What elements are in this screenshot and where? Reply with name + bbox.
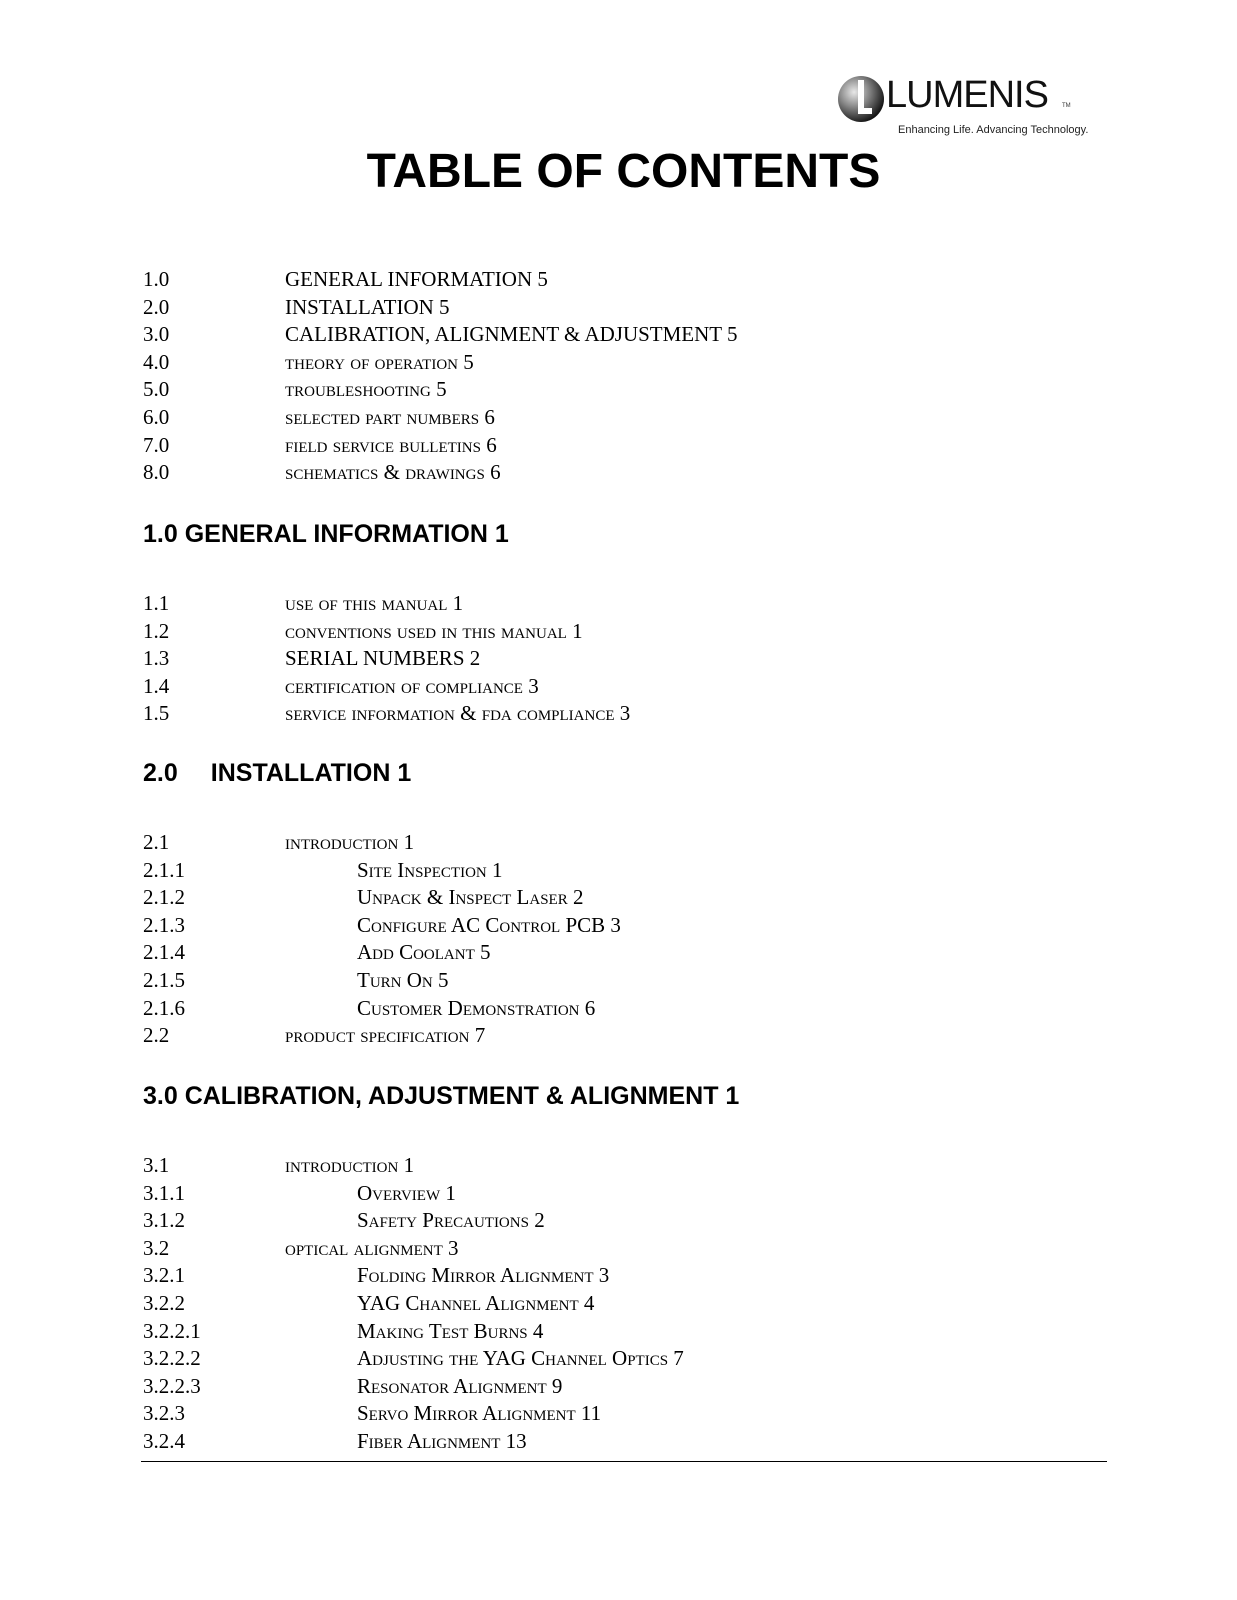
section-heading-title: INSTALLATION 1 xyxy=(210,759,412,787)
toc-title: optical alignment 3 xyxy=(285,1235,459,1260)
toc-title: field service bulletins 6 xyxy=(285,432,497,457)
toc-number: 3.1 xyxy=(143,1153,170,1177)
toc-title: Add Coolant 5 xyxy=(357,940,491,965)
toc-title: Overview 1 xyxy=(357,1180,456,1205)
toc-title: Resonator Alignment 9 xyxy=(357,1373,563,1398)
toc-title: Customer Demonstration 6 xyxy=(357,995,596,1020)
toc-number: 3.2.2 xyxy=(143,1290,185,1315)
toc-title: Unpack & Inspect Laser 2 xyxy=(357,885,584,910)
toc-number: 2.1 xyxy=(143,830,170,854)
footer-divider xyxy=(141,1461,1107,1462)
toc-title: Configure AC Control PCB 3 xyxy=(357,912,621,937)
toc-title: INSTALLATION 5 xyxy=(285,294,450,319)
toc-number: 3.2.4 xyxy=(143,1428,185,1453)
toc-number: 1.2 xyxy=(143,618,170,643)
toc-number: 8.0 xyxy=(143,460,170,485)
toc-title: selected part numbers 6 xyxy=(285,404,495,429)
toc-title: schematics & drawings 6 xyxy=(285,460,501,485)
toc-number: 2.1.5 xyxy=(143,967,185,992)
toc-title: certification of compliance 3 xyxy=(285,673,539,698)
toc-title: introduction 1 xyxy=(285,1153,415,1177)
toc-number: 1.5 xyxy=(143,701,170,726)
toc-number: 1.4 xyxy=(143,673,170,698)
section-heading-general-information: 1.0 GENERAL INFORMATION 1 xyxy=(143,520,509,548)
toc-title: use of this manual 1 xyxy=(285,591,464,615)
section-heading-installation xyxy=(143,759,411,788)
page-title: TABLE OF CONTENTS xyxy=(366,145,881,198)
toc-title: Turn On 5 xyxy=(357,967,449,992)
lumenis-logo xyxy=(836,74,1096,144)
toc-number: 3.2 xyxy=(143,1235,170,1260)
toc-number: 1.0 xyxy=(143,267,170,291)
logo-wordmark: LUMENIS xyxy=(886,74,1048,116)
toc-title: conventions used in this manual 1 xyxy=(285,618,583,643)
section-heading-number: 2.0 xyxy=(143,759,178,787)
toc-title: Site Inspection 1 xyxy=(357,857,503,882)
toc-title: Adjusting the YAG Channel Optics 7 xyxy=(357,1346,684,1371)
toc-number: 2.2 xyxy=(143,1023,170,1048)
toc-number: 3.2.1 xyxy=(143,1263,185,1288)
toc-number: 6.0 xyxy=(143,404,170,429)
toc-title: SERIAL NUMBERS 2 xyxy=(285,646,481,671)
toc-title: Folding Mirror Alignment 3 xyxy=(357,1263,610,1288)
toc-title: CALIBRATION, ALIGNMENT & ADJUSTMENT 5 xyxy=(285,322,738,347)
toc-title: theory of operation 5 xyxy=(285,349,474,374)
toc-title: troubleshooting 5 xyxy=(285,377,447,402)
toc-title: service information & fda compliance 3 xyxy=(285,701,631,726)
toc-title: Servo Mirror Alignment 11 xyxy=(357,1401,602,1426)
toc-number: 7.0 xyxy=(143,432,170,457)
toc-number: 1.3 xyxy=(143,646,170,671)
toc-title: YAG Channel Alignment 4 xyxy=(357,1290,595,1315)
logo-trademark: TM xyxy=(1062,103,1071,109)
toc-title: Fiber Alignment 13 xyxy=(357,1428,527,1453)
toc-title: introduction 1 xyxy=(285,830,415,854)
toc-number: 5.0 xyxy=(143,377,170,402)
toc-number: 3.2.2.2 xyxy=(143,1346,201,1371)
toc-number: 2.1.1 xyxy=(143,857,185,882)
toc-number: 2.1.2 xyxy=(143,885,185,910)
toc-number: 3.2.3 xyxy=(143,1401,185,1426)
section-heading-calibration: 3.0 CALIBRATION, ADJUSTMENT & ALIGNMENT 1 xyxy=(143,1082,740,1110)
toc-title: GENERAL INFORMATION 5 xyxy=(285,267,548,291)
toc-number: 2.1.6 xyxy=(143,995,185,1020)
toc-number: 3.1.1 xyxy=(143,1180,185,1205)
toc-number: 1.1 xyxy=(143,591,170,615)
toc-number: 3.0 xyxy=(143,322,170,347)
toc-title: product specification 7 xyxy=(285,1023,486,1048)
toc-number: 2.1.3 xyxy=(143,912,185,937)
toc-number: 3.2.2.3 xyxy=(143,1373,201,1398)
toc-number: 3.1.2 xyxy=(143,1208,185,1233)
toc-title: Making Test Burns 4 xyxy=(357,1318,544,1343)
logo-tagline: Enhancing Life. Advancing Technology. xyxy=(898,124,1089,136)
toc-number: 3.2.2.1 xyxy=(143,1318,201,1343)
lumenis-globe-icon xyxy=(836,74,888,124)
toc-number: 4.0 xyxy=(143,349,170,374)
toc-number: 2.0 xyxy=(143,294,170,319)
toc-number: 2.1.4 xyxy=(143,940,185,965)
toc-title: Safety Precautions 2 xyxy=(357,1208,545,1233)
